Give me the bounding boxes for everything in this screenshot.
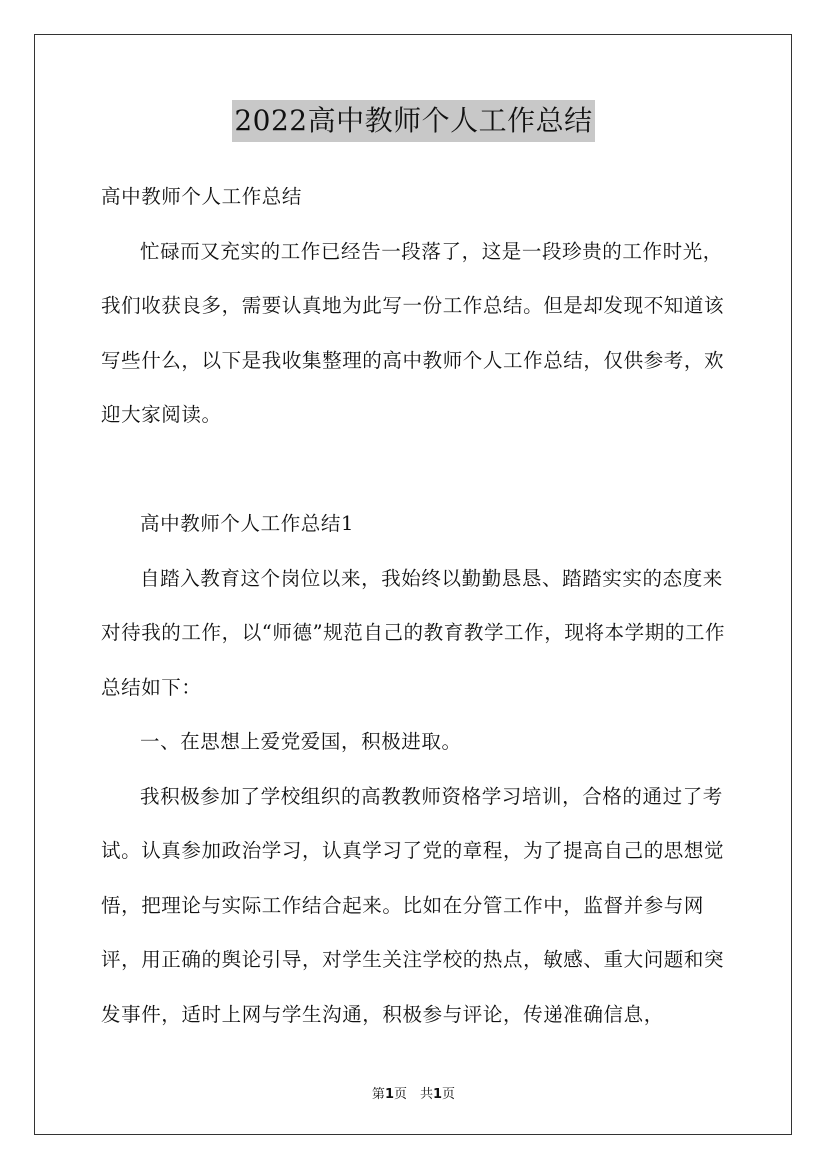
body-paragraph: 我积极参加了学校组织的高教教师资格学习培训，合格的通过了考试。认真参加政治学习，认真学习了党的章程，为了提高自己的思想觉悟，把理论与实际工作结合起来。比如在分管工作中，监督并参与网评，用正确的舆论引导，对学生关注学校的热点，敏感、重大问题和突发事件，适时上网与学生沟通，积极参与评论，传递准确信息， bbox=[101, 784, 725, 1026]
footer-text: 第 bbox=[371, 1087, 385, 1102]
footer-text: 页 共 bbox=[393, 1087, 433, 1102]
body-paragraph: 自踏入教育这个岗位以来，我始终以勤勤恳恳、踏踏实实的态度来对待我的工作，以“师德”规范自己的教育教学工作，现将本学期的工作总结如下： bbox=[101, 566, 726, 699]
document-body bbox=[101, 170, 741, 1042]
section-heading: 高中教师个人工作总结1 bbox=[140, 512, 355, 535]
total-pages: 1 bbox=[433, 1087, 443, 1102]
page-footer bbox=[0, 1083, 827, 1102]
page-number: 1 bbox=[384, 1087, 394, 1102]
subtitle-paragraph: 高中教师个人工作总结 bbox=[101, 185, 303, 208]
blank-line bbox=[101, 443, 741, 498]
title-container bbox=[0, 100, 827, 142]
document-title: 2022高中教师个人工作总结 bbox=[232, 100, 594, 142]
intro-paragraph: 忙碌而又充实的工作已经告一段落了，这是一段珍贵的工作时光，我们收获良多，需要认真地为此写一份工作总结。但是却发现不知道该写些什么，以下是我收集整理的高中教师个人工作总结，仅供参考，欢迎大家阅读。 bbox=[101, 239, 725, 426]
footer-text: 页 bbox=[442, 1087, 456, 1102]
point-heading: 一、在思想上爱党爱国，积极进取。 bbox=[140, 730, 462, 753]
